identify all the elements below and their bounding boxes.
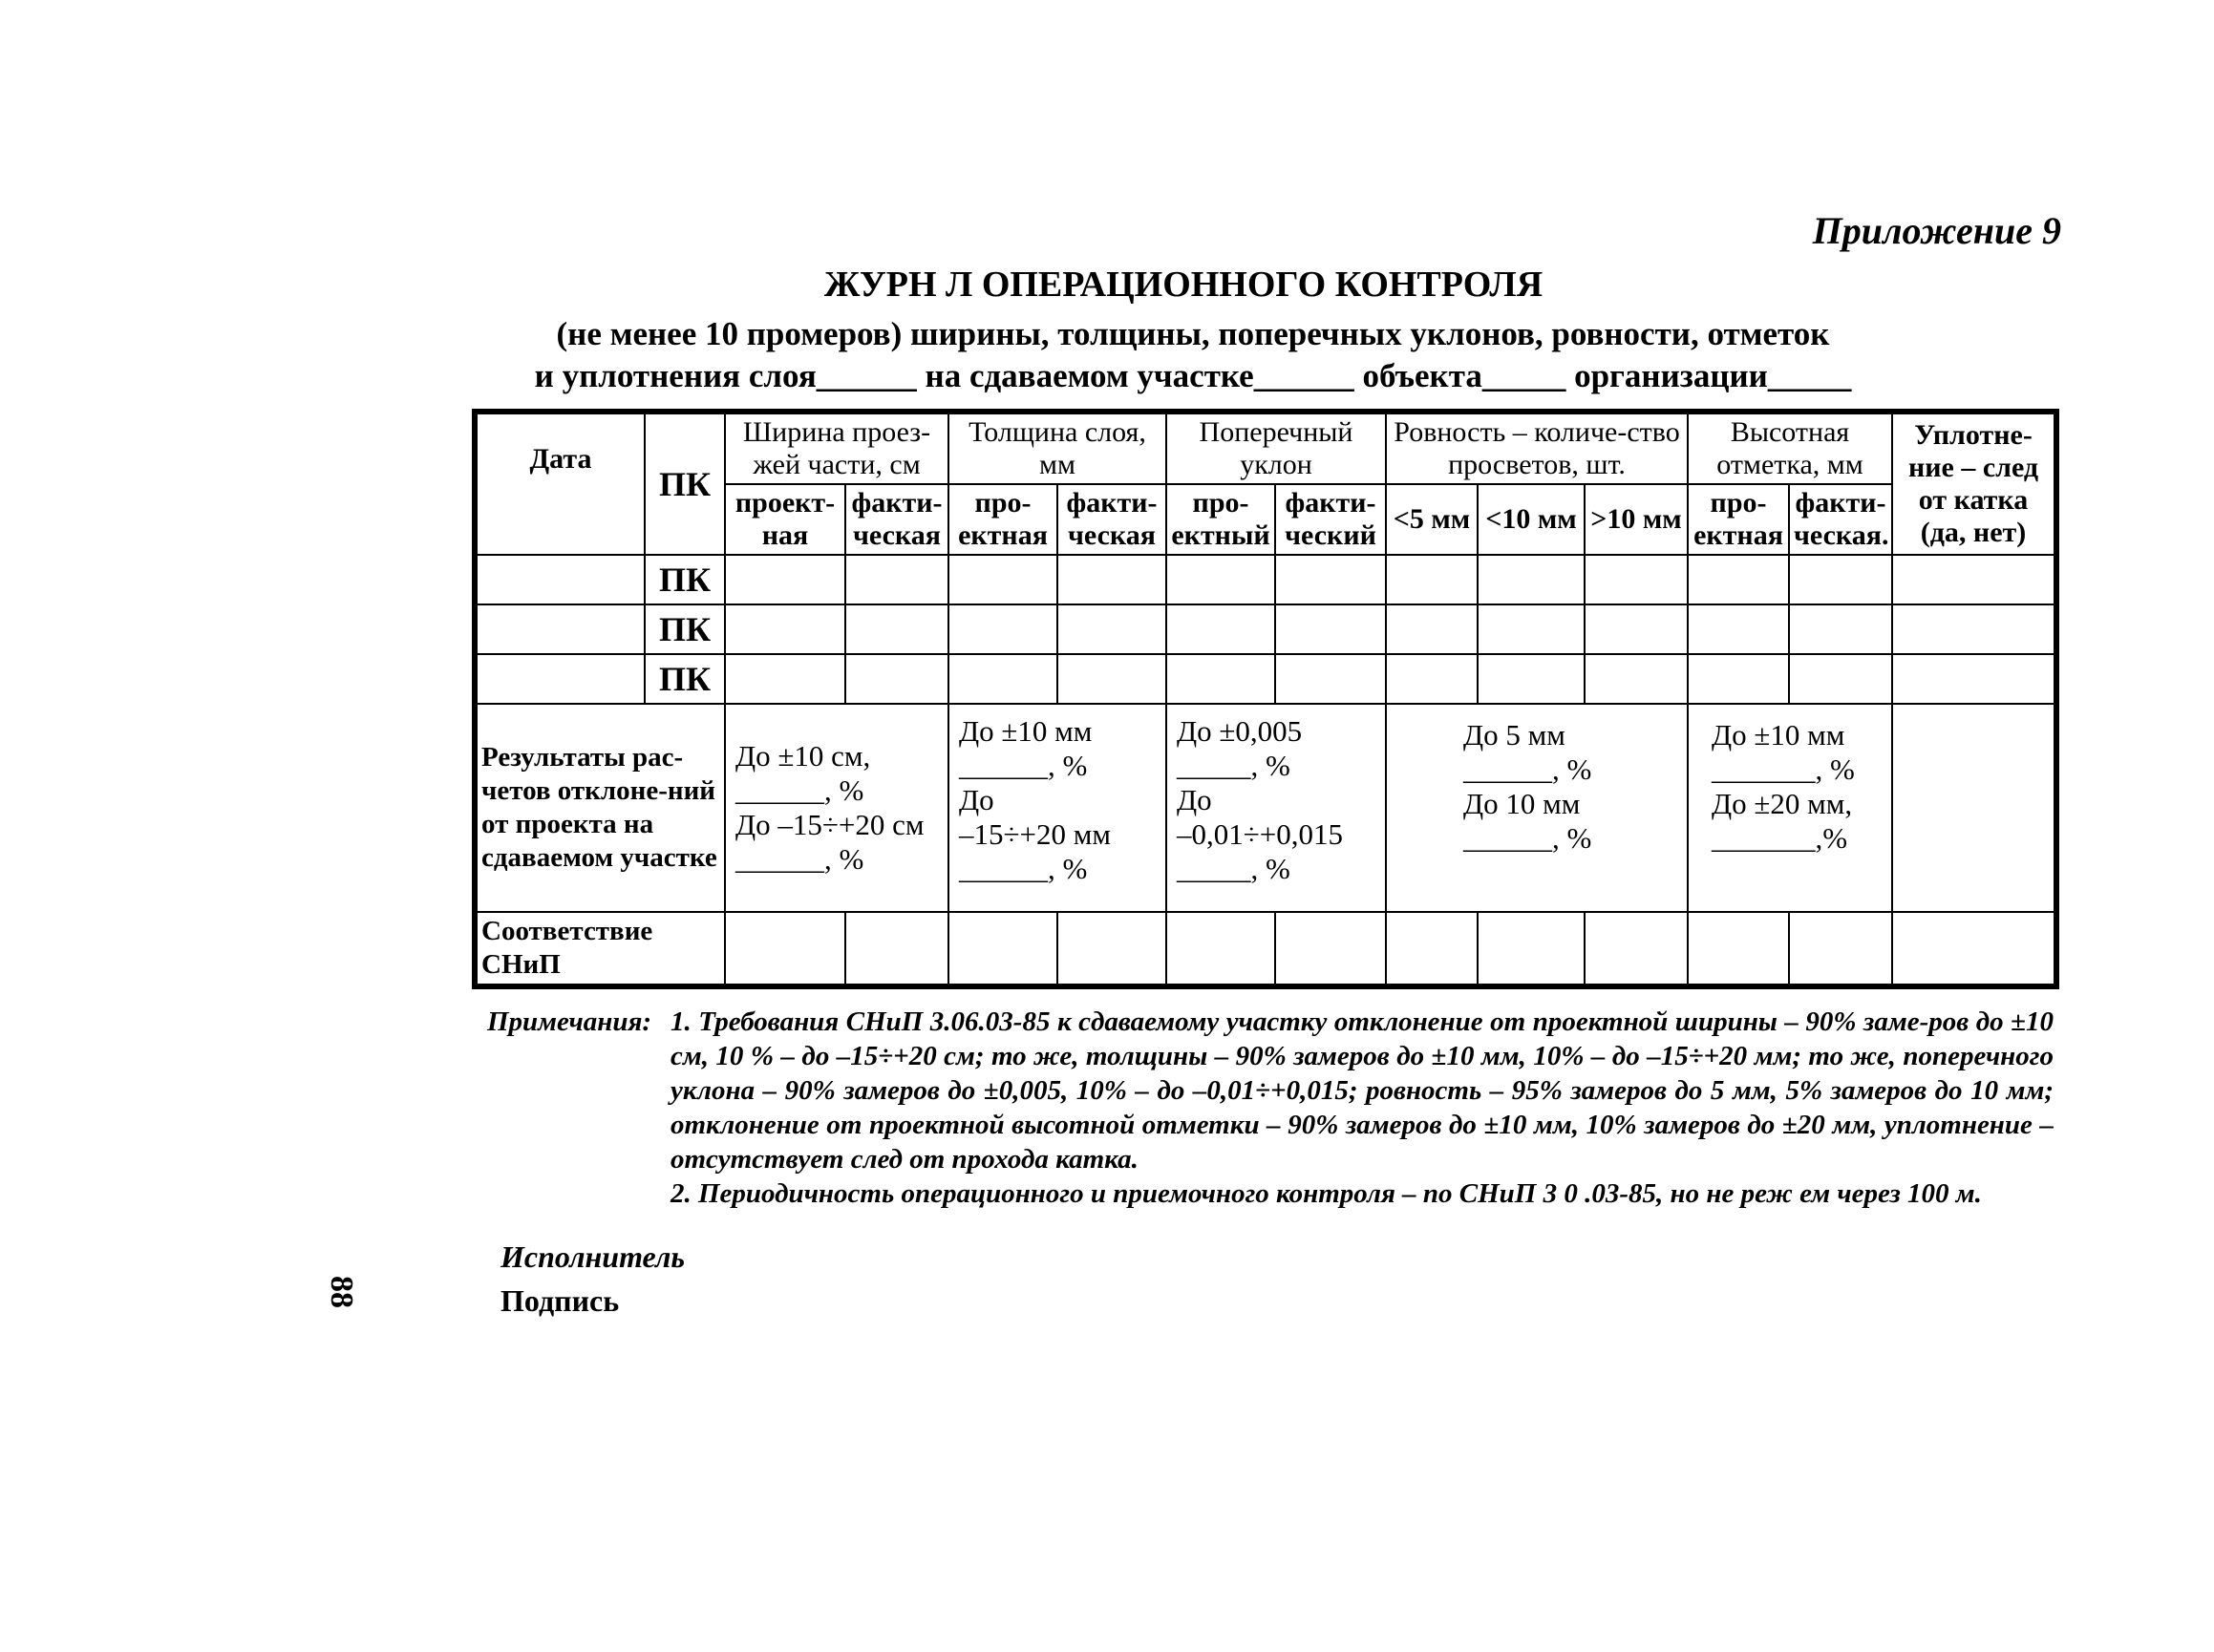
journal-title: ЖУРН Л ОПЕРАЦИОННОГО КОНТРОЛЯ <box>823 265 1543 305</box>
pk-cell: ПК <box>645 604 725 654</box>
subheader-design-thickness: про-ектная <box>948 484 1057 555</box>
signature-label: Подпись <box>500 1283 620 1318</box>
header-thickness: Толщина слоя, мм <box>948 412 1166 484</box>
date-cell[interactable] <box>475 604 645 654</box>
calc-evenness: До 5 мм ______, % До 10 мм ______, % <box>1386 704 1688 912</box>
subheader-design-height: про-ектная <box>1688 484 1789 555</box>
conformity-label: Соответствие СНиП <box>475 912 725 986</box>
note-item-2: 2. Периодичность операционного и приемочного контроля – по СНиП 3 0 .03-85, но не реж ем через 100 м. <box>671 1178 1982 1209</box>
subheader-design-width: проект-ная <box>725 484 845 555</box>
header-height: Высотная отметка, мм <box>1688 412 1892 484</box>
calc-row <box>475 704 2056 912</box>
calc-compaction[interactable] <box>1892 704 2056 912</box>
appendix-label: Приложение 9 <box>1812 209 2061 252</box>
journal-subtitle <box>86 313 2214 397</box>
notes <box>487 1005 2054 1211</box>
table-row <box>475 654 2056 704</box>
header-date: Дата <box>475 412 645 555</box>
subheader-design-slope: про-ектный <box>1166 484 1275 555</box>
calc-height: До ±10 мм _______, % До ±20 мм, _______,% <box>1688 704 1892 912</box>
conformity-row <box>475 912 2056 986</box>
subheader-actual-thickness: факти-ческая <box>1057 484 1166 555</box>
header-slope: Поперечный уклон <box>1166 412 1386 484</box>
subtitle-line-1: (не менее 10 промеров) ширины, толщины, поперечных уклонов, ровности, отметок <box>556 315 1830 352</box>
notes-heading: Примечания: <box>487 1006 652 1037</box>
calc-slope: До ±0,005 _____, % До –0,01÷+0,015 _____, % <box>1166 704 1386 912</box>
page-number: 88 <box>324 1276 359 1308</box>
pk-cell: ПК <box>645 654 725 704</box>
subheader-gt10: >10 мм <box>1585 484 1688 555</box>
pk-cell: ПК <box>645 555 725 604</box>
calc-label: Результаты рас-четов отклоне-ний от проекта на сдаваемом участке <box>475 704 725 912</box>
header-width: Ширина проез-жей части, см <box>725 412 948 484</box>
calc-thickness: До ±10 мм ______, % До –15÷+20 мм ______, % <box>948 704 1166 912</box>
subheader-lt10: <10 мм <box>1478 484 1585 555</box>
subheader-actual-slope: факти-ческий <box>1275 484 1386 555</box>
header-evenness: Ровность – количе-ство просветов, шт. <box>1386 412 1688 484</box>
table-row <box>475 604 2056 654</box>
executor-label: Исполнитель <box>500 1239 685 1274</box>
subheader-actual-height: факти-ческая. <box>1789 484 1892 555</box>
header-pk: ПК <box>645 412 725 555</box>
table-row <box>475 555 2056 604</box>
date-cell[interactable] <box>475 555 645 604</box>
header-row-1 <box>475 412 2056 484</box>
subheader-actual-width: факти-ческая <box>845 484 948 555</box>
date-cell[interactable] <box>475 654 645 704</box>
subheader-lt5: <5 мм <box>1386 484 1478 555</box>
subtitle-line-2: и уплотнения слоя______ на сдаваемом участке______ объекта_____ организации_____ <box>534 357 1852 394</box>
notes-body <box>671 1005 2054 1211</box>
calc-width: До ±10 см, ______, % До –15÷+20 см ______, % <box>725 704 948 912</box>
journal-table <box>472 409 2059 989</box>
header-compaction: Уплотне-ние – след от катка (да, нет) <box>1892 412 2056 555</box>
note-item-1: 1. Требования СНиП 3.06.03-85 к сдаваемому участку отклонение от проектной ширины – 90% заме-ров до ±10 см, 10 % – до –15÷+20 см; то же, толщины – 90% замеров до ±10 мм, 10% – до –15÷+20 мм; то же, поперечного уклона – 90% замеров до ±0,005, 10% – до –0,01÷+0,015; ровность – 95% замеров до 5 мм, 5% замеров до 10 мм; отклонение от проектной высотной отметки – 90% замеров до ±10 мм, 10% замеров до ±20 мм, уплотнение – отсутствует след от прохода катка. <box>671 1006 2054 1175</box>
